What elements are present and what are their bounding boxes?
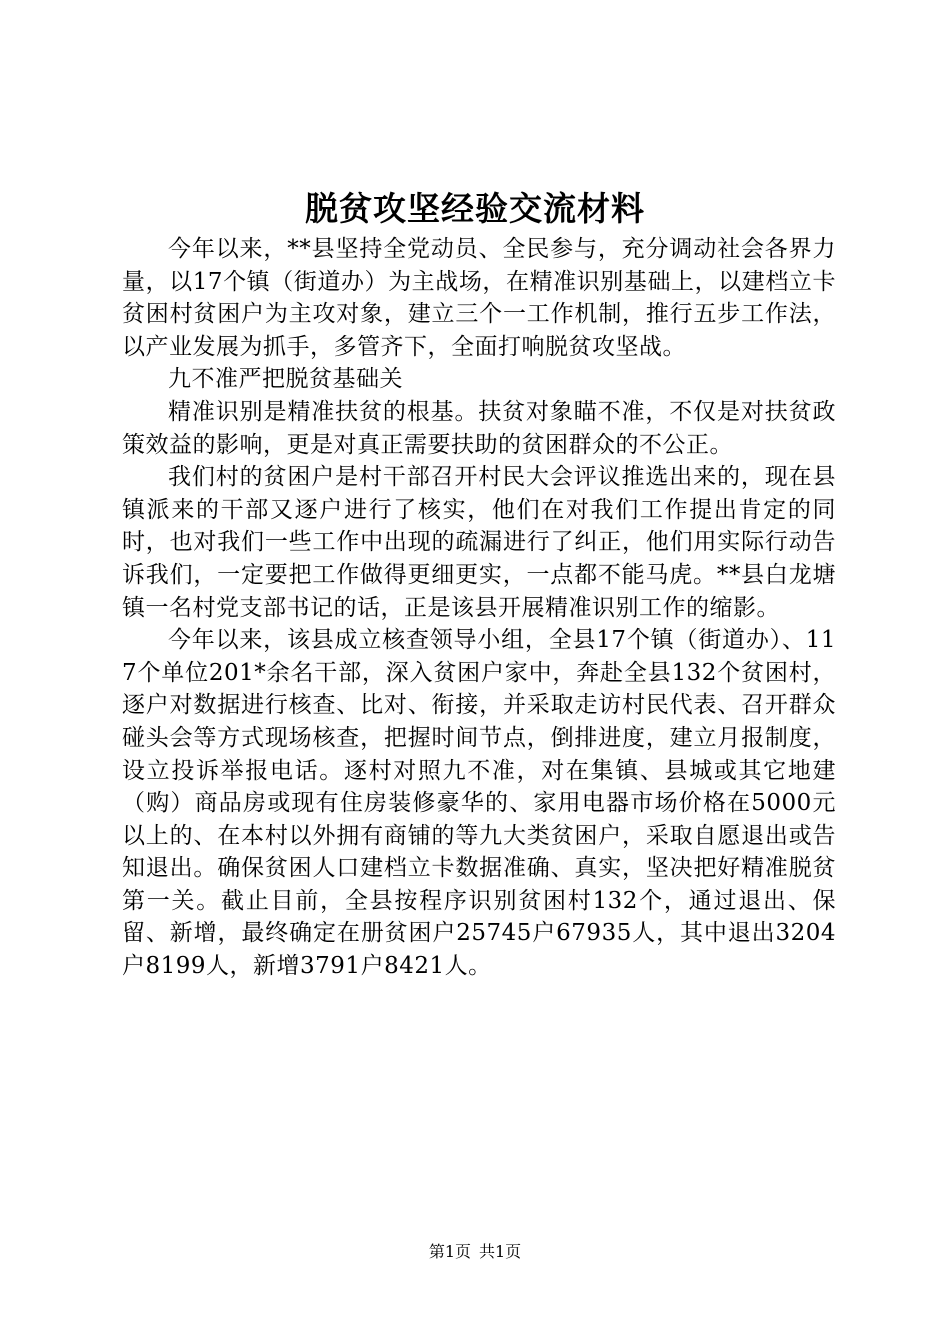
document-body — [122, 233, 836, 983]
paragraph-verification: 今年以来，该县成立核查领导小组，全县17个镇（街道办）、117个单位201*余名干部，深入贫困户家中，奔赴全县132个贫困村，逐户对数据进行核查、比对、衔接，并采取走访村民代表、召开群众碰头会等方式现场核查，把握时间节点，倒排进度，建立月报制度，设立投诉举报电话。逐村对照九不准，对在集镇、县城或其它地建（购）商品房或现有住房装修豪华的、家用电器市场价格在5000元以上的、在本村以外拥有商铺的等九大类贫困户，采取自愿退出或告知退出。确保贫困人口建档立卡数据准确、真实，坚决把好精准脱贫第一关。截止目前，全县按程序识别贫困村132个，通过退出、保留、新增，最终确定在册贫困户25745户67935人，其中退出3204户8199人，新增3791户8421人。 — [122, 627, 836, 980]
section-heading: 九不准严把脱贫基础关 — [168, 366, 403, 393]
page-total: 共1页 — [479, 1242, 522, 1261]
paragraph-quote: 我们村的贫困户是村干部召开村民大会评议推选出来的，现在县镇派来的干部又逐户进行了核实，他们在对我们工作提出肯定的同时，也对我们一些工作中出现的疏漏进行了纠正，他们用实际行动告诉我们，一定要把工作做得更细更实，一点都不能马虎。**县白龙塘镇一名村党支部书记的话，正是该县开展精准识别工作的缩影。 — [122, 464, 836, 621]
document-title: 脱贫攻坚经验交流材料 — [305, 189, 645, 228]
paragraph-intro: 今年以来，**县坚持全党动员、全民参与，充分调动社会各界力量，以17个镇（街道办）为主战场，在精准识别基础上，以建档立卡贫困村贫困户为主攻对象，建立三个一工作机制，推行五步工作法，以产业发展为抓手，多管齐下，全面打响脱贫攻坚战。 — [122, 236, 836, 360]
page-footer — [0, 1241, 950, 1263]
page-number: 第1页 — [428, 1242, 471, 1261]
paragraph-identification: 精准识别是精准扶贫的根基。扶贫对象瞄不准，不仅是对扶贫政策效益的影响，更是对真正需要扶助的贫困群众的不公正。 — [122, 398, 836, 458]
